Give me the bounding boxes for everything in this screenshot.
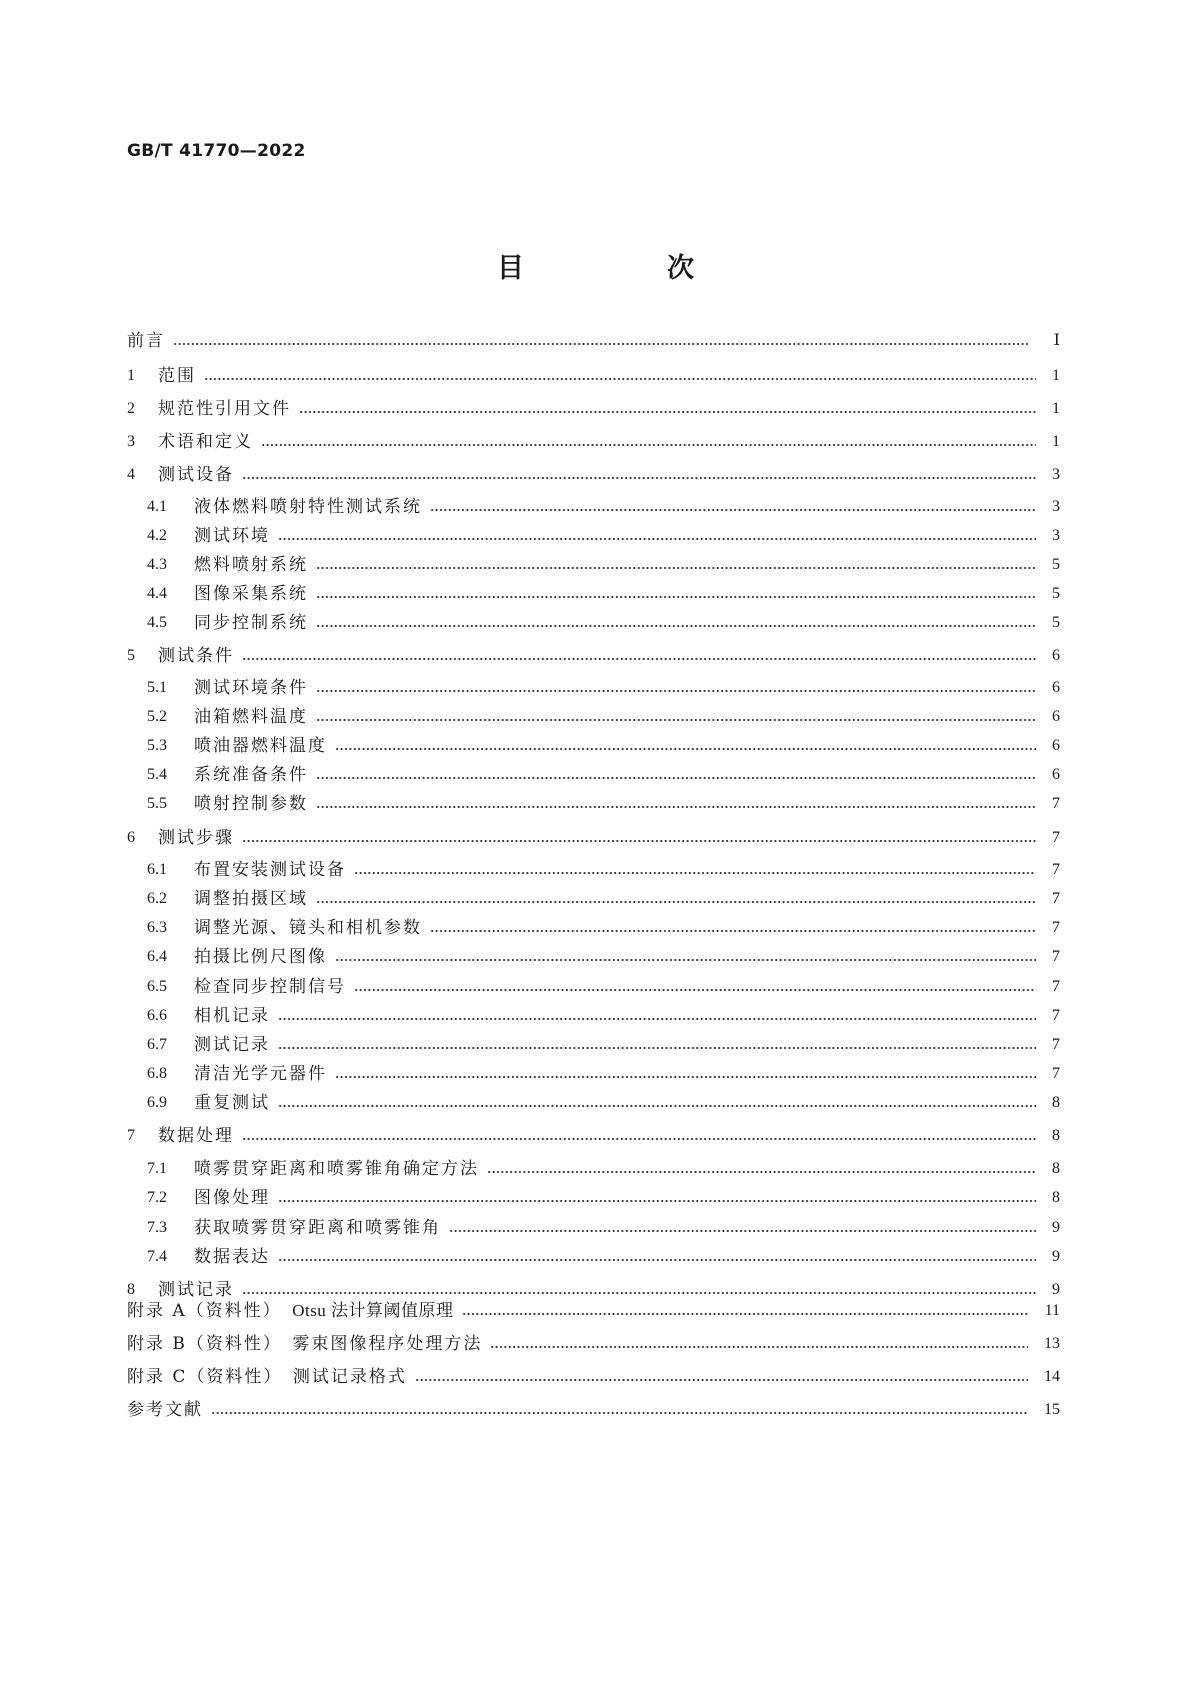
toc-entry-title: 附录 C（资料性） 测试记录格式 — [127, 1367, 407, 1387]
dot-leader — [316, 624, 1036, 628]
dot-leader — [242, 476, 1036, 480]
toc-entry-number: 7 — [127, 1127, 135, 1144]
dot-leader — [211, 1411, 1028, 1415]
toc-entry-page: 7 — [1052, 1007, 1060, 1024]
toc-entry-title: 术语和定义 — [158, 432, 253, 452]
toc-entry-number: 6.2 — [147, 890, 167, 907]
toc-entry-title: 布置安装测试设备 — [194, 860, 346, 880]
toc-entry-2[interactable] — [127, 396, 1060, 422]
dot-leader — [242, 839, 1036, 843]
standard-code: GB/T 41770—2022 — [127, 141, 306, 161]
toc-entry-page: 5 — [1052, 614, 1060, 631]
toc-entry-6-2[interactable] — [147, 886, 1060, 912]
toc-entry-number: 7.1 — [147, 1160, 167, 1177]
toc-entry-5-2[interactable] — [147, 704, 1060, 730]
dot-leader — [316, 689, 1036, 693]
dot-leader — [173, 342, 1028, 346]
toc-entry-title: 相机记录 — [194, 1006, 270, 1026]
dot-leader — [242, 657, 1036, 661]
toc-entry-title: 测试环境 — [194, 526, 270, 546]
toc-entry-page: 6 — [1052, 766, 1060, 783]
dot-leader — [335, 747, 1036, 751]
toc-entry-page: 3 — [1052, 466, 1060, 483]
toc-entry-page: 1 — [1052, 400, 1060, 417]
toc-entry-number: 3 — [127, 433, 135, 450]
toc-entry-number: 5.5 — [147, 795, 167, 812]
dot-leader — [490, 1345, 1028, 1349]
toc-entry-6-3[interactable] — [147, 915, 1060, 941]
toc-entry-6-4[interactable] — [147, 944, 1060, 970]
toc-entry-number: 4.5 — [147, 614, 167, 631]
toc-entry-7-2[interactable] — [147, 1185, 1060, 1211]
toc-entry-4-3[interactable] — [147, 552, 1060, 578]
toc-entry-number: 6.4 — [147, 948, 167, 965]
toc-entry-page: 7 — [1052, 829, 1060, 846]
toc-entry-appendix-c[interactable] — [127, 1364, 1060, 1390]
dot-leader — [335, 1075, 1036, 1079]
toc-entry-7-1[interactable] — [147, 1156, 1060, 1182]
dot-leader — [354, 871, 1036, 875]
toc-entry-number: 5 — [127, 647, 135, 664]
dot-leader — [278, 1104, 1036, 1108]
dot-leader — [316, 566, 1036, 570]
toc-entry-page: 1 — [1052, 367, 1060, 384]
toc-entry-title: 图像处理 — [194, 1188, 270, 1208]
dot-leader — [278, 1199, 1036, 1203]
toc-entry-title: 测试记录 — [194, 1035, 270, 1055]
dot-leader — [335, 958, 1036, 962]
toc-entry-title: 前言 — [127, 331, 165, 351]
toc-entry-title: 规范性引用文件 — [158, 399, 291, 419]
toc-entry-title: 测试设备 — [158, 465, 234, 485]
toc-entry-4-1[interactable] — [147, 494, 1060, 520]
toc-entry-title: 测试环境条件 — [194, 678, 308, 698]
toc-entry-5-1[interactable] — [147, 675, 1060, 701]
toc-entry-7-4[interactable] — [147, 1244, 1060, 1270]
toc-entry-number: 5.3 — [147, 737, 167, 754]
toc-entry-3[interactable] — [127, 429, 1060, 455]
toc-entry-page: 7 — [1052, 978, 1060, 995]
dot-leader — [415, 1378, 1028, 1382]
toc-entry-number: 6.5 — [147, 978, 167, 995]
toc-entry-page: 9 — [1052, 1219, 1060, 1236]
toc-entry-4-2[interactable] — [147, 523, 1060, 549]
toc-entry-5[interactable] — [127, 643, 1060, 669]
toc-entry-page: 9 — [1052, 1281, 1060, 1298]
toc-entry-appendix-b[interactable] — [127, 1331, 1060, 1357]
dot-leader — [242, 1291, 1036, 1295]
dot-leader — [430, 508, 1036, 512]
toc-entry-page: 11 — [1044, 1302, 1060, 1319]
toc-entry-page: 7 — [1052, 890, 1060, 907]
toc-entry-title: 图像采集系统 — [194, 584, 308, 604]
toc-entry-number: 6 — [127, 829, 135, 846]
toc-entry-title: 喷雾贯穿距离和喷雾锥角确定方法 — [194, 1159, 479, 1179]
toc-entry-title: 燃料喷射系统 — [194, 555, 308, 575]
dot-leader — [204, 377, 1036, 381]
toc-entry-page: 8 — [1052, 1127, 1060, 1144]
toc-entry-title: 清洁光学元器件 — [194, 1064, 327, 1084]
toc-entry-page: 7 — [1052, 795, 1060, 812]
toc-entry-6-9[interactable] — [147, 1090, 1060, 1116]
toc-entry-number: 4 — [127, 466, 135, 483]
dot-leader — [316, 595, 1036, 599]
toc-entry-number: 4.3 — [147, 556, 167, 573]
toc-entry-references[interactable] — [127, 1397, 1060, 1423]
toc-entry-title: 调整拍摄区域 — [194, 889, 308, 909]
toc-entry-page: Ⅰ — [1053, 332, 1060, 349]
toc-entry-title: 喷油器燃料温度 — [194, 736, 327, 756]
toc-entry-title: 测试步骤 — [158, 828, 234, 848]
toc-entry-6[interactable] — [127, 825, 1060, 851]
toc-entry-number: 6.3 — [147, 919, 167, 936]
dot-leader — [242, 1137, 1036, 1141]
toc-entry-title: 数据处理 — [158, 1126, 234, 1146]
toc-entry-7-3[interactable] — [147, 1215, 1060, 1241]
dot-leader — [316, 718, 1036, 722]
toc-entry-4[interactable] — [127, 462, 1060, 488]
toc-entry-title: 油箱燃料温度 — [194, 707, 308, 727]
toc-entry-page: 8 — [1052, 1189, 1060, 1206]
toc-entry-number: 8 — [127, 1281, 135, 1298]
toc-entry-page: 3 — [1052, 527, 1060, 544]
toc-entry-5-5[interactable] — [147, 791, 1060, 817]
toc-entry-appendix-a[interactable] — [127, 1298, 1060, 1324]
dot-leader — [449, 1229, 1036, 1233]
toc-entry-4-4[interactable] — [147, 581, 1060, 607]
toc-entry-page: 13 — [1044, 1335, 1060, 1352]
toc-entry-title: 获取喷雾贯穿距离和喷雾锥角 — [194, 1218, 441, 1238]
toc-entry-page: 5 — [1052, 585, 1060, 602]
toc-entry-number: 5.1 — [147, 679, 167, 696]
toc-entry-page: 14 — [1044, 1368, 1060, 1385]
toc-entry-title: 重复测试 — [194, 1093, 270, 1113]
toc-entry-5-3[interactable] — [147, 733, 1060, 759]
toc-entry-6-1[interactable] — [147, 857, 1060, 883]
toc-entry-page: 8 — [1052, 1094, 1060, 1111]
toc-entry-title: 附录 A（资料性） Otsu 法计算阈值原理 — [127, 1301, 454, 1321]
toc-entry-number: 6.1 — [147, 861, 167, 878]
toc-entry-1[interactable] — [127, 363, 1060, 389]
toc-entry-page: 6 — [1052, 647, 1060, 664]
toc-entry-title: 检查同步控制信号 — [194, 977, 346, 997]
toc-entry-number: 6.7 — [147, 1036, 167, 1053]
dot-leader — [278, 537, 1036, 541]
toc-entry-number: 6.6 — [147, 1007, 167, 1024]
toc-entry-title: 调整光源、镜头和相机参数 — [194, 918, 422, 938]
toc-entry-page: 8 — [1052, 1160, 1060, 1177]
dot-leader — [462, 1312, 1028, 1316]
toc-entry-number: 2 — [127, 400, 135, 417]
toc-entry-number: 5.2 — [147, 708, 167, 725]
toc-entry-number: 1 — [127, 367, 135, 384]
toc-entry-page: 7 — [1052, 919, 1060, 936]
toc-entry-7[interactable] — [127, 1123, 1060, 1149]
toc-entry-title: 喷射控制参数 — [194, 794, 308, 814]
toc-entry-page: 3 — [1052, 498, 1060, 515]
toc-entry-number: 4.1 — [147, 498, 167, 515]
page-title: 目 次 — [497, 253, 752, 284]
dot-leader — [430, 929, 1036, 933]
toc-entry-6-7[interactable] — [147, 1032, 1060, 1058]
dot-leader — [316, 776, 1036, 780]
toc-entry-number: 6.9 — [147, 1094, 167, 1111]
toc-entry-title: 测试记录 — [158, 1280, 234, 1300]
toc-entry-page: 7 — [1052, 948, 1060, 965]
toc-entry-5-4[interactable] — [147, 762, 1060, 788]
dot-leader — [299, 410, 1036, 414]
toc-entry-number: 7.4 — [147, 1248, 167, 1265]
toc-entry-number: 4.2 — [147, 527, 167, 544]
dot-leader — [354, 988, 1036, 992]
toc-entry-page: 7 — [1052, 1036, 1060, 1053]
dot-leader — [316, 900, 1036, 904]
dot-leader — [316, 805, 1036, 809]
toc-entry-number: 7.3 — [147, 1219, 167, 1236]
toc-entry-page: 6 — [1052, 679, 1060, 696]
toc-entry-6-8[interactable] — [147, 1061, 1060, 1087]
toc-entry-page: 9 — [1052, 1248, 1060, 1265]
toc-entry-page: 7 — [1052, 861, 1060, 878]
toc-entry-title: 液体燃料喷射特性测试系统 — [194, 497, 422, 517]
toc-entry-number: 5.4 — [147, 766, 167, 783]
dot-leader — [278, 1258, 1036, 1262]
toc-entry-page: 5 — [1052, 556, 1060, 573]
toc-entry-6-5[interactable] — [147, 974, 1060, 1000]
toc-entry-6-6[interactable] — [147, 1003, 1060, 1029]
dot-leader — [278, 1046, 1036, 1050]
toc-entry-title: 系统准备条件 — [194, 765, 308, 785]
toc-entry-page: 7 — [1052, 1065, 1060, 1082]
toc-entry-title: 测试条件 — [158, 646, 234, 666]
toc-entry-title: 范围 — [158, 366, 196, 386]
toc-entry-4-5[interactable] — [147, 610, 1060, 636]
toc-entry-title: 数据表达 — [194, 1247, 270, 1267]
toc-entry-page: 6 — [1052, 737, 1060, 754]
toc-entry-preface[interactable] — [127, 328, 1060, 354]
toc-entry-page: 6 — [1052, 708, 1060, 725]
toc-entry-title: 拍摄比例尺图像 — [194, 947, 327, 967]
toc-entry-title: 参考文献 — [127, 1400, 203, 1420]
toc-entry-number: 7.2 — [147, 1189, 167, 1206]
toc-entry-number: 4.4 — [147, 585, 167, 602]
toc-entry-number: 6.8 — [147, 1065, 167, 1082]
toc-entry-page: 1 — [1052, 433, 1060, 450]
dot-leader — [261, 443, 1036, 447]
dot-leader — [278, 1017, 1036, 1021]
toc-entry-title: 同步控制系统 — [194, 613, 308, 633]
toc-entry-title: 附录 B（资料性） 雾束图像程序处理方法 — [127, 1334, 483, 1354]
dot-leader — [487, 1170, 1036, 1174]
toc-entry-page: 15 — [1044, 1401, 1060, 1418]
